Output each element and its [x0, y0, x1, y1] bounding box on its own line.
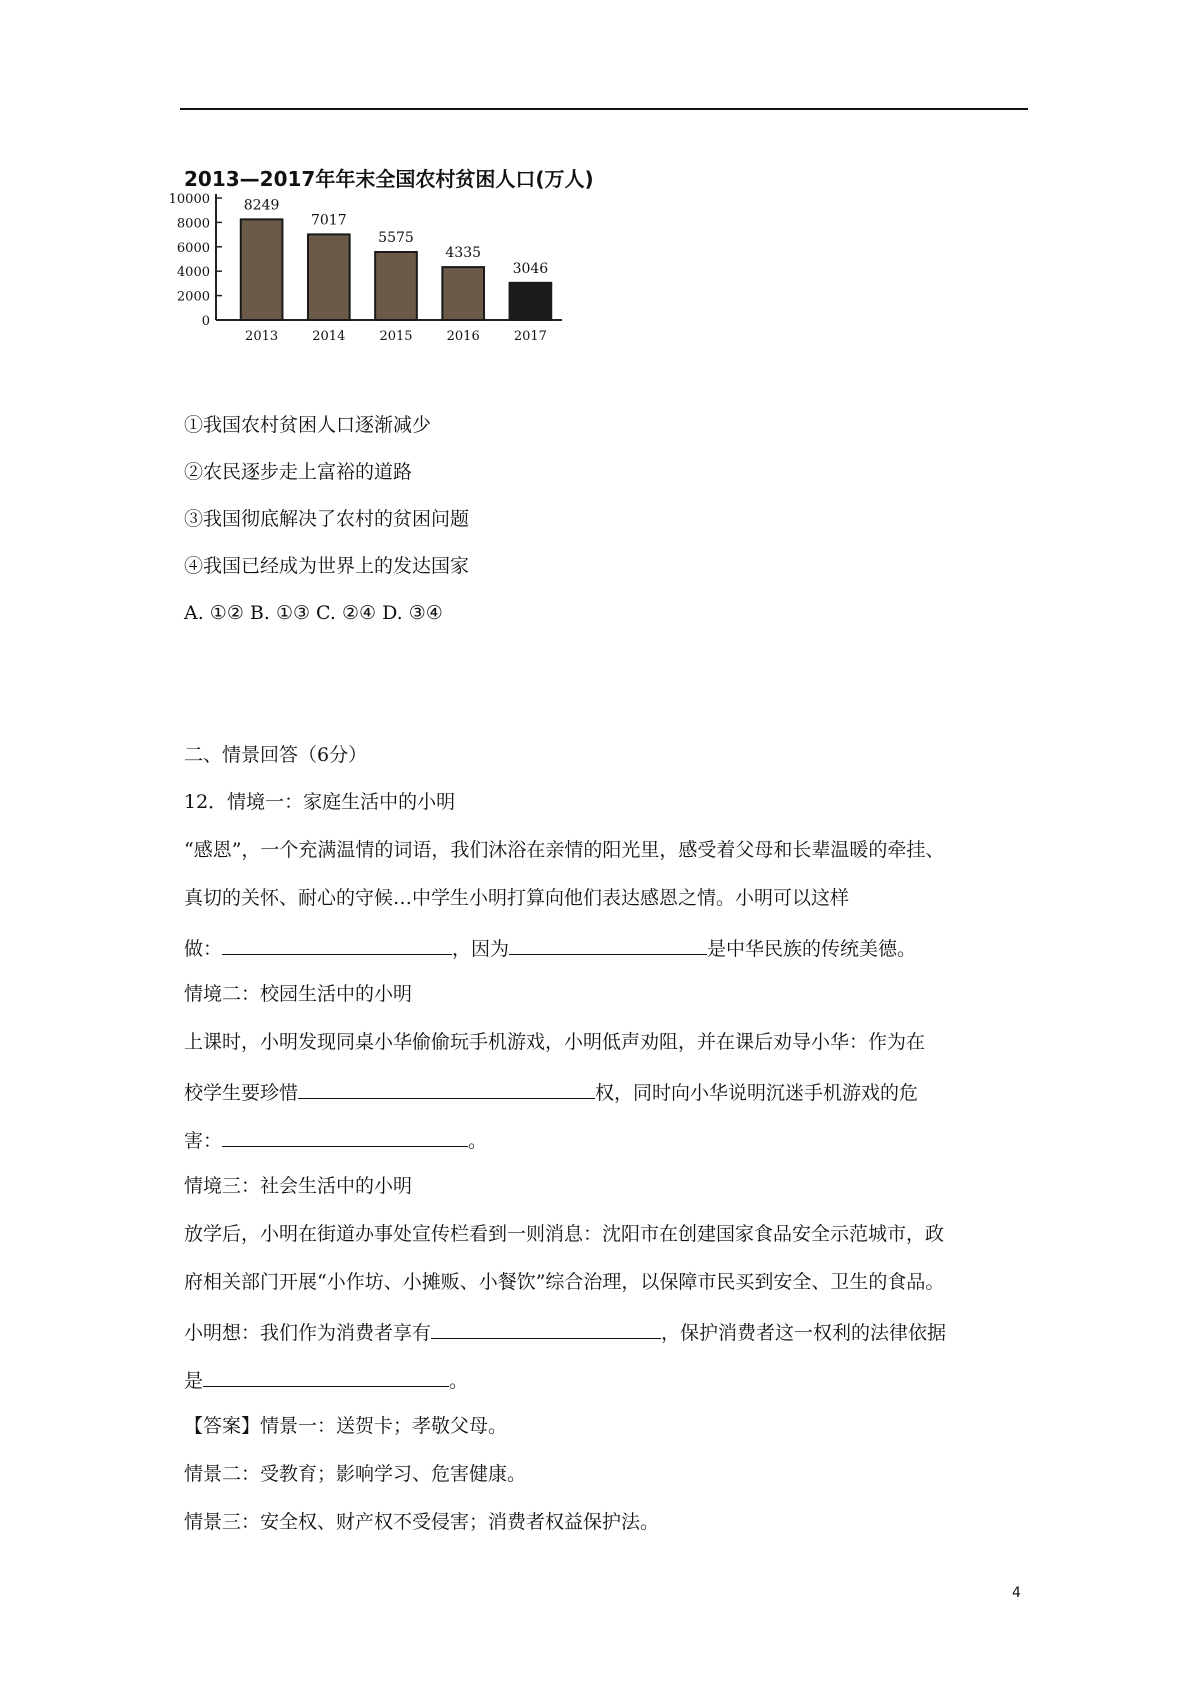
y-tick-label: 6000 [176, 240, 210, 256]
scenario1-line3 [184, 934, 1026, 961]
chart-title: 2013—2017年年末全国农村贫困人口(万人) [184, 167, 594, 191]
blank-5[interactable] [431, 1318, 661, 1339]
scenario3-line1: 放学后，小明在街道办事处宣传栏看到一则消息：沈阳市在创建国家食品安全示范城市，政 [184, 1223, 945, 1245]
scenario3-title: 情境三：社会生活中的小明 [184, 1175, 413, 1197]
s2-text-d: 。 [468, 1130, 488, 1152]
option-1: ①我国农村贫困人口逐渐减少 [184, 414, 432, 436]
y-tick-label: 10000 [168, 192, 210, 207]
data-label: 8249 [243, 197, 280, 214]
s3-text-b: ，保护消费者这一权利的法律依据 [661, 1322, 947, 1344]
question-title: 12．情境一：家庭生活中的小明 [184, 791, 456, 813]
answer-line-1: 【答案】情景一：送贺卡；孝敬父母。 [184, 1415, 508, 1437]
bar [442, 267, 484, 320]
data-label: 3046 [512, 260, 549, 277]
x-tick-label: 2017 [513, 329, 547, 344]
data-label: 5575 [378, 229, 414, 246]
x-tick-label: 2014 [312, 329, 346, 344]
scenario2-line1: 上课时，小明发现同桌小华偷偷玩手机游戏，小明低声劝阻，并在课后劝导小华：作为在 [184, 1031, 926, 1053]
poverty-bar-chart [168, 158, 630, 384]
scenario1-line2: 真切的关怀、耐心的守候…中学生小明打算向他们表达感恩之情。小明可以这样 [184, 887, 850, 909]
scenario3-line3 [184, 1318, 1026, 1345]
bar [308, 234, 350, 320]
y-tick-label: 4000 [176, 265, 210, 281]
blank-3[interactable] [298, 1078, 595, 1099]
data-label: 4335 [445, 245, 482, 262]
scenario2-line3 [184, 1126, 1026, 1153]
section-heading: 二、情景回答（6分） [184, 744, 368, 766]
y-tick-label: 8000 [176, 216, 210, 232]
s2-text-b: 权，同时向小华说明沉迷手机游戏的危 [595, 1082, 919, 1104]
blank-6[interactable] [203, 1366, 449, 1387]
x-tick-label: 2015 [379, 329, 413, 344]
s2-text-c: 害： [184, 1130, 223, 1152]
scenario2-title: 情境二：校园生活中的小明 [184, 983, 413, 1005]
blank-4[interactable] [222, 1126, 468, 1147]
x-tick-label: 2016 [446, 329, 480, 344]
data-label: 7017 [310, 212, 347, 229]
s3-text-c: 是 [184, 1370, 204, 1392]
scenario2-line2 [184, 1078, 1026, 1105]
blank-1[interactable] [222, 934, 452, 955]
scenario3-line2: 府相关部门开展“小作坊、小摊贩、小餐饮”综合治理，以保障市民买到安全、卫生的食品。 [184, 1271, 945, 1293]
answer-line-2: 情景二：受教育；影响学习、危害健康。 [184, 1463, 527, 1485]
bar [510, 283, 552, 320]
bar [241, 219, 283, 320]
bar [375, 252, 417, 320]
s2-text-a: 校学生要珍惜 [184, 1082, 299, 1104]
answer-choices: A. ①② B. ①③ C. ②④ D. ③④ [184, 602, 443, 624]
s1-text-b: ，因为 [452, 938, 510, 960]
blank-2[interactable] [509, 934, 707, 955]
s3-text-d: 。 [449, 1370, 469, 1392]
s1-text-c: 是中华民族的传统美德。 [707, 938, 917, 960]
y-tick-label: 2000 [176, 289, 210, 305]
scenario3-line4 [184, 1366, 1026, 1393]
header-rule [180, 108, 1028, 110]
s1-text-a: 做： [184, 938, 223, 960]
x-tick-label: 2013 [245, 329, 279, 344]
option-4: ④我国已经成为世界上的发达国家 [184, 555, 470, 577]
s3-text-a: 小明想：我们作为消费者享有 [184, 1322, 432, 1344]
chart-svg [168, 158, 630, 384]
option-2: ②农民逐步走上富裕的道路 [184, 461, 413, 483]
option-3: ③我国彻底解决了农村的贫困问题 [184, 508, 470, 530]
y-tick-label: 0 [201, 314, 210, 329]
answer-line-3: 情景三：安全权、财产权不受侵害；消费者权益保护法。 [184, 1511, 660, 1533]
scenario1-line1: “感恩”，一个充满温情的词语，我们沐浴在亲情的阳光里，感受着父母和长辈温暖的牵挂、 [184, 839, 945, 861]
page-number: 4 [1012, 1585, 1021, 1601]
